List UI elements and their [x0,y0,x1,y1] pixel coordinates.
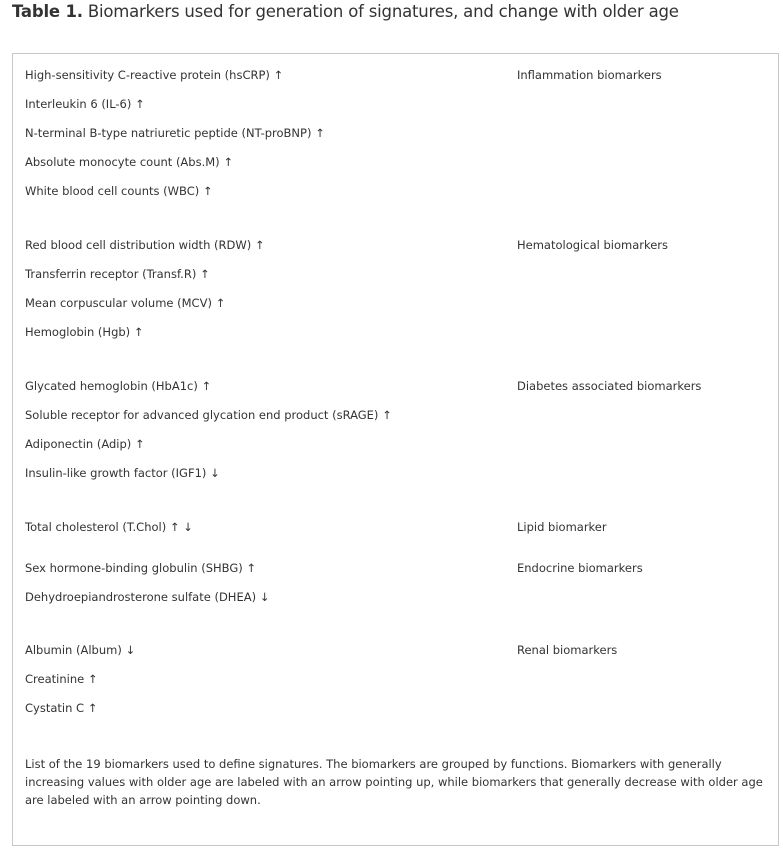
marker-transf-r: Transferrin receptor (Transf.R) ↑ [25,267,210,281]
table-label: Table 1. [12,2,83,21]
category-inflammation: Inflammation biomarkers [517,68,662,82]
biomarker-table [12,53,779,846]
marker-wbc: White blood cell counts (WBC) ↑ [25,184,213,198]
category-endocrine: Endocrine biomarkers [517,561,643,575]
marker-rdw: Red blood cell distribution width (RDW) ↑ [25,238,265,252]
table-title: Biomarkers used for generation of signatures, and change with older age [87,2,679,21]
marker-srage: Soluble receptor for advanced glycation end product (sRAGE) ↑ [25,408,392,422]
category-lipid: Lipid biomarker [517,520,607,534]
category-diabetes: Diabetes associated biomarkers [517,379,702,393]
marker-creatinine: Creatinine ↑ [25,672,98,686]
marker-hba1c: Glycated hemoglobin (HbA1c) ↑ [25,379,212,393]
marker-nt-probnp: N-terminal B-type natriuretic peptide (NT-proBNP) ↑ [25,126,325,140]
category-hematological: Hematological biomarkers [517,238,669,252]
table-caption [12,1,679,23]
marker-hgb: Hemoglobin (Hgb) ↑ [25,325,144,339]
marker-hscrp: High-sensitivity C-reactive protein (hsCRP) ↑ [25,68,284,82]
marker-mcv: Mean corpuscular volume (MCV) ↑ [25,296,226,310]
marker-cystatin-c: Cystatin C ↑ [25,701,98,715]
marker-il6: Interleukin 6 (IL-6) ↑ [25,97,145,111]
marker-igf1: Insulin-like growth factor (IGF1) ↓ [25,466,220,480]
marker-adip: Adiponectin (Adip) ↑ [25,437,145,451]
marker-t-chol: Total cholesterol (T.Chol) ↑ ↓ [25,520,193,534]
table-footnote: List of the 19 biomarkers used to define signatures. The biomarkers are grouped by functions. Biomarkers with generally increasing values with older age are labeled with an arrow pointing up, while biomarkers that generally decrease with older age are labeled with an arrow pointing down. [25,757,763,807]
marker-shbg: Sex hormone-binding globulin (SHBG) ↑ [25,561,257,575]
marker-album: Albumin (Album) ↓ [25,643,136,657]
category-renal: Renal biomarkers [517,643,618,657]
marker-abs-m: Absolute monocyte count (Abs.M) ↑ [25,155,233,169]
marker-dhea: Dehydroepiandrosterone sulfate (DHEA) ↓ [25,590,270,604]
